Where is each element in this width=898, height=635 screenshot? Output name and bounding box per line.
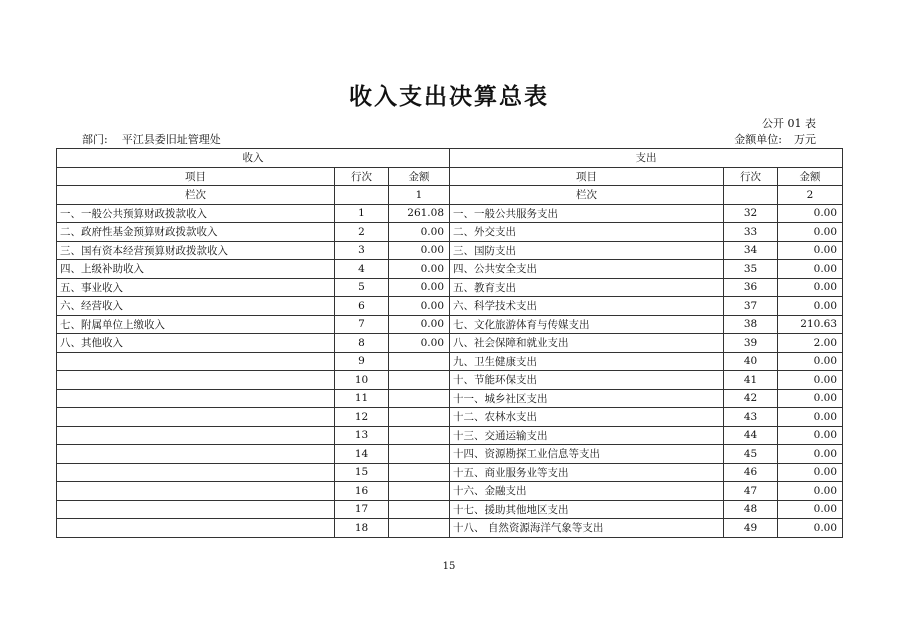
expense-item-cell: 十七、援助其他地区支出	[450, 500, 724, 519]
income-item-cell: 六、经营收入	[57, 297, 335, 316]
unit-value: 万元	[794, 133, 816, 146]
income-item-cell	[57, 426, 335, 445]
expense-item-cell: 十一、城乡社区支出	[450, 389, 724, 408]
expense-row-no-cell: 43	[724, 408, 778, 427]
expense-amount-cell: 0.00	[778, 297, 843, 316]
expense-amount-cell: 0.00	[778, 482, 843, 501]
income-row-no-cell: 1	[335, 204, 389, 223]
expense-item-cell: 九、卫生健康支出	[450, 352, 724, 371]
expense-row-no-cell: 49	[724, 519, 778, 538]
income-item-cell: 四、上级补助收入	[57, 260, 335, 279]
expense-item-cell: 五、教育支出	[450, 278, 724, 297]
income-item-cell	[57, 519, 335, 538]
table-row	[57, 241, 843, 260]
income-amount-cell	[389, 389, 450, 408]
form-number: 公开 01 表	[762, 117, 816, 130]
income-row-no-cell: 8	[335, 334, 389, 353]
expense-row-no-cell: 45	[724, 445, 778, 464]
unit-label: 金额单位:	[734, 133, 782, 146]
expense-item-cell: 十四、资源勘探工业信息等支出	[450, 445, 724, 464]
expense-amount-cell: 2.00	[778, 334, 843, 353]
income-item-cell	[57, 371, 335, 390]
expense-amount-cell: 0.00	[778, 519, 843, 538]
expense-column-index: 2	[778, 186, 843, 205]
expense-item-cell: 十二、农林水支出	[450, 408, 724, 427]
income-row-no-cell: 14	[335, 445, 389, 464]
income-column-index: 1	[389, 186, 450, 205]
income-item-header: 项目	[57, 167, 335, 186]
income-amount-cell	[389, 426, 450, 445]
expense-amount-cell: 0.00	[778, 463, 843, 482]
income-row-no-cell: 10	[335, 371, 389, 390]
income-amount-cell: 0.00	[389, 241, 450, 260]
income-amount-cell	[389, 352, 450, 371]
expense-row-no-cell: 41	[724, 371, 778, 390]
expense-amount-cell: 0.00	[778, 278, 843, 297]
expense-item-cell: 十八、 自然资源海洋气象等支出	[450, 519, 724, 538]
income-amount-cell	[389, 482, 450, 501]
expense-row-no-cell: 37	[724, 297, 778, 316]
income-row-no-cell: 11	[335, 389, 389, 408]
expense-amount-cell: 0.00	[778, 223, 843, 242]
table-row	[57, 223, 843, 242]
department-label: 部门:	[82, 133, 108, 146]
income-row-no-header: 行次	[335, 167, 389, 186]
table-row	[57, 334, 843, 353]
expense-row-no-cell: 35	[724, 260, 778, 279]
income-row-no-cell: 16	[335, 482, 389, 501]
expense-amount-cell: 0.00	[778, 352, 843, 371]
income-amount-cell: 0.00	[389, 315, 450, 334]
income-item-cell: 二、政府性基金预算财政拨款收入	[57, 223, 335, 242]
income-amount-cell: 0.00	[389, 278, 450, 297]
income-amount-cell	[389, 519, 450, 538]
column-header-row	[57, 167, 843, 186]
table-row	[57, 297, 843, 316]
expense-amount-cell: 0.00	[778, 204, 843, 223]
expense-item-cell: 十六、金融支出	[450, 482, 724, 501]
income-row-no-cell: 12	[335, 408, 389, 427]
income-row-no-cell: 13	[335, 426, 389, 445]
expense-row-no-cell: 38	[724, 315, 778, 334]
income-amount-cell	[389, 463, 450, 482]
income-amount-cell	[389, 408, 450, 427]
page-number: 15	[442, 561, 456, 572]
expense-row-no-cell: 48	[724, 500, 778, 519]
income-amount-header: 金额	[389, 167, 450, 186]
expense-amount-cell: 0.00	[778, 389, 843, 408]
income-row-no-cell: 2	[335, 223, 389, 242]
expense-item-cell: 一、一般公共服务支出	[450, 204, 724, 223]
expense-amount-cell: 210.63	[778, 315, 843, 334]
expense-row-no-header: 行次	[724, 167, 778, 186]
expense-column-label: 栏次	[450, 186, 724, 205]
expense-item-cell: 二、外交支出	[450, 223, 724, 242]
table-row	[57, 260, 843, 279]
section-header-row	[57, 149, 843, 168]
page-title: 收入支出决算总表	[349, 84, 549, 110]
expense-row-no-cell: 32	[724, 204, 778, 223]
income-header: 收入	[57, 149, 450, 168]
expense-item-cell: 十五、商业服务业等支出	[450, 463, 724, 482]
income-row-no-cell: 17	[335, 500, 389, 519]
income-item-cell	[57, 482, 335, 501]
income-row-no-cell: 15	[335, 463, 389, 482]
expense-amount-cell: 0.00	[778, 408, 843, 427]
income-item-cell	[57, 408, 335, 427]
expense-row-no-cell: 33	[724, 223, 778, 242]
table-row	[57, 371, 843, 390]
department-name: 平江县委旧址管理处	[121, 133, 221, 146]
table-row	[57, 500, 843, 519]
expense-row-no-cell: 46	[724, 463, 778, 482]
income-row-no-cell: 6	[335, 297, 389, 316]
expense-row-no-cell: 40	[724, 352, 778, 371]
income-item-cell: 五、事业收入	[57, 278, 335, 297]
income-column-label: 栏次	[57, 186, 335, 205]
expense-item-header: 项目	[450, 167, 724, 186]
expense-item-cell: 十、节能环保支出	[450, 371, 724, 390]
income-amount-cell: 0.00	[389, 334, 450, 353]
expense-item-cell: 八、社会保障和就业支出	[450, 334, 724, 353]
income-amount-cell: 261.08	[389, 204, 450, 223]
income-row-no-cell: 9	[335, 352, 389, 371]
income-amount-cell	[389, 500, 450, 519]
table-row	[57, 389, 843, 408]
income-item-cell: 三、国有资本经营预算财政拨款收入	[57, 241, 335, 260]
expense-row-no-cell: 44	[724, 426, 778, 445]
column-index-row	[57, 186, 843, 205]
income-amount-cell: 0.00	[389, 297, 450, 316]
income-amount-cell: 0.00	[389, 223, 450, 242]
income-row-no-cell: 3	[335, 241, 389, 260]
expense-item-cell: 六、科学技术支出	[450, 297, 724, 316]
table-row	[57, 315, 843, 334]
expense-amount-cell: 0.00	[778, 426, 843, 445]
income-item-cell	[57, 463, 335, 482]
income-item-cell	[57, 445, 335, 464]
expense-amount-header: 金额	[778, 167, 843, 186]
table-row	[57, 408, 843, 427]
expense-column-empty	[724, 186, 778, 205]
income-row-no-cell: 18	[335, 519, 389, 538]
table-row	[57, 519, 843, 538]
table-row	[57, 426, 843, 445]
meta-row	[82, 131, 816, 146]
income-item-cell	[57, 500, 335, 519]
income-amount-cell	[389, 445, 450, 464]
table-row	[57, 352, 843, 371]
table-row	[57, 204, 843, 223]
budget-summary-table	[56, 148, 843, 538]
income-item-cell: 八、其他收入	[57, 334, 335, 353]
expense-amount-cell: 0.00	[778, 445, 843, 464]
income-item-cell: 一、一般公共预算财政拨款收入	[57, 204, 335, 223]
expense-header: 支出	[450, 149, 843, 168]
income-row-no-cell: 5	[335, 278, 389, 297]
expense-item-cell: 七、文化旅游体育与传媒支出	[450, 315, 724, 334]
expense-row-no-cell: 47	[724, 482, 778, 501]
table-row	[57, 445, 843, 464]
income-item-cell	[57, 352, 335, 371]
income-item-cell	[57, 389, 335, 408]
unit-info	[734, 131, 816, 147]
expense-amount-cell: 0.00	[778, 371, 843, 390]
expense-item-cell: 四、公共安全支出	[450, 260, 724, 279]
table-row	[57, 482, 843, 501]
income-item-cell: 七、附属单位上缴收入	[57, 315, 335, 334]
expense-row-no-cell: 39	[724, 334, 778, 353]
income-column-empty	[335, 186, 389, 205]
table-row	[57, 278, 843, 297]
expense-amount-cell: 0.00	[778, 260, 843, 279]
department-info	[82, 131, 221, 147]
expense-row-no-cell: 36	[724, 278, 778, 297]
expense-amount-cell: 0.00	[778, 500, 843, 519]
income-amount-cell	[389, 371, 450, 390]
income-row-no-cell: 7	[335, 315, 389, 334]
expense-item-cell: 三、国防支出	[450, 241, 724, 260]
income-row-no-cell: 4	[335, 260, 389, 279]
table-row	[57, 463, 843, 482]
expense-amount-cell: 0.00	[778, 241, 843, 260]
expense-row-no-cell: 42	[724, 389, 778, 408]
expense-row-no-cell: 34	[724, 241, 778, 260]
expense-item-cell: 十三、交通运输支出	[450, 426, 724, 445]
income-amount-cell: 0.00	[389, 260, 450, 279]
